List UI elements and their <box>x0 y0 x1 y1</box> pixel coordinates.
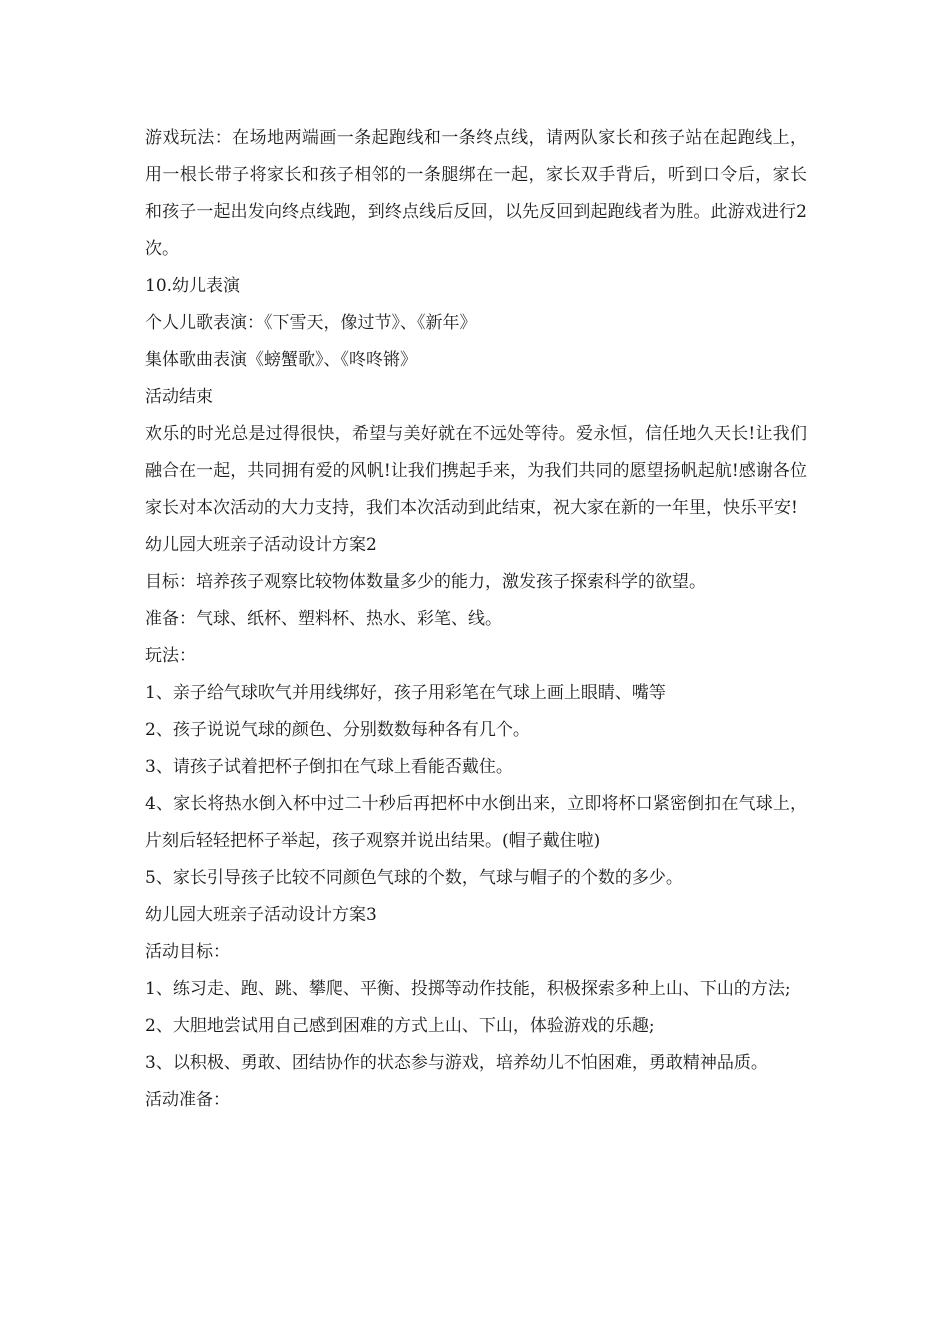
list-item-goal-3: 3、以积极、勇敢、团结协作的状态参与游戏，培养幼儿不怕困难，勇敢精神品质。 <box>145 1053 768 1073</box>
paragraph-goal: 目标：培养孩子观察比较物体数量多少的能力，激发孩子探索科学的欲望。 <box>145 572 706 592</box>
list-item-step-1: 1、亲子给气球吹气并用线绑好，孩子用彩笔在气球上画上眼睛、嘴等 <box>145 683 666 703</box>
list-item-step-3: 3、请孩子试着把杯子倒扣在气球上看能否戴住。 <box>145 757 513 777</box>
list-item-goal-2: 2、大胆地尝试用自己感到困难的方式上山、下山，体验游戏的乐趣; <box>145 1016 655 1036</box>
heading-activity-end: 活动结束 <box>145 387 213 407</box>
list-item-goal-1: 1、练习走、跑、跳、攀爬、平衡、投掷等动作技能，积极探索多种上山、下山的方法; <box>145 979 791 999</box>
document-body <box>145 120 807 1119</box>
paragraph-solo-nursery-rhyme: 个人儿歌表演：《下雪天，像过节》、《新年》 <box>145 313 477 333</box>
paragraph-closing-remarks: 欢乐的时光总是过得很快，希望与美好就在不远处等待。爱永恒，信任地久天长!让我们融合在一起，共同拥有爱的风帆!让我们携起手来，为我们共同的愿望扬帆起航!感谢各位家长对本次活动的大力支持，我们本次活动到此结束，祝大家在新的一年里，快乐平安! <box>145 424 807 518</box>
paragraph-game-rules: 游戏玩法：在场地两端画一条起跑线和一条终点线，请两队家长和孩子站在起跑线上，用一根长带子将家长和孩子相邻的一条腿绑在一起，家长双手背后，听到口令后，家长和孩子一起出发向终点线跑，到终点线后反回，以先反回到起跑线者为胜。此游戏进行2次。 <box>145 128 807 259</box>
heading-activity-goals: 活动目标： <box>145 942 230 962</box>
list-item-step-4: 4、家长将热水倒入杯中过二十秒后再把杯中水倒出来，立即将杯口紧密倒扣在气球上，片刻后轻轻把杯子举起，孩子观察并说出结果。(帽子戴住啦) <box>145 794 807 851</box>
list-item-step-2: 2、孩子说说气球的颜色、分别数数每种各有几个。 <box>145 720 530 740</box>
list-item-step-5: 5、家长引导孩子比较不同颜色气球的个数，气球与帽子的个数的多少。 <box>145 868 683 888</box>
heading-how-to-play: 玩法： <box>145 646 196 666</box>
paragraph-group-song: 集体歌曲表演《螃蟹歌》、《咚咚锵》 <box>145 350 417 370</box>
heading-child-performance: 10.幼儿表演 <box>145 276 241 296</box>
heading-activity-preparation: 活动准备： <box>145 1090 230 1110</box>
paragraph-preparation: 准备：气球、纸杯、塑料杯、热水、彩笔、线。 <box>145 609 502 629</box>
heading-plan-2: 幼儿园大班亲子活动设计方案2 <box>145 535 377 555</box>
heading-plan-3: 幼儿园大班亲子活动设计方案3 <box>145 905 377 925</box>
